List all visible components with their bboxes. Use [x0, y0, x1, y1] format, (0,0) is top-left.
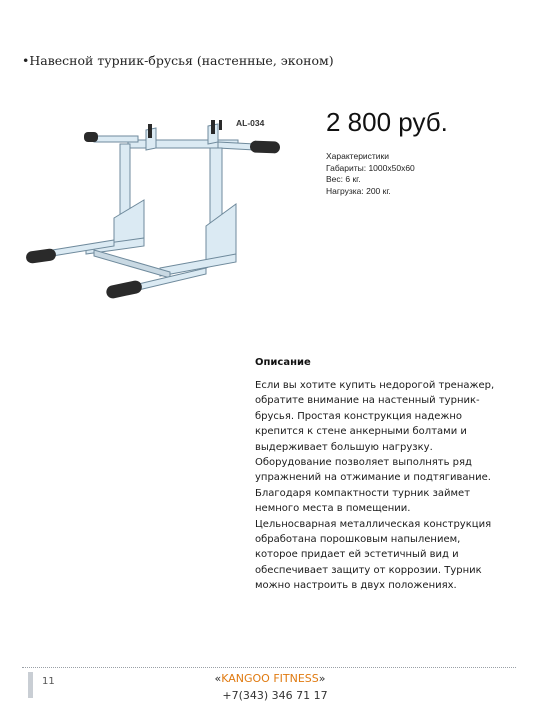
price: 2 800 руб.: [326, 107, 448, 137]
description-line: Если вы хотите купить недорогой тренажер,: [255, 380, 495, 391]
footer-divider: [22, 667, 516, 668]
brand-quote-open: «: [214, 672, 222, 685]
specs-heading: Характеристики: [326, 151, 390, 161]
specs-block: [326, 151, 415, 197]
description-line: немного места в помещении.: [255, 503, 411, 515]
brand-quote-close: »: [318, 672, 326, 685]
description-heading: Описание: [255, 357, 311, 368]
description-line: Цельносварная металлическая конструкция: [255, 518, 492, 530]
description-line: Оборудование позволяет выполнять ряд: [255, 457, 472, 469]
description-line: брусья. Простая конструкция надежно: [255, 410, 463, 422]
footer-marker: [28, 672, 33, 698]
model-code: AL-034: [236, 118, 265, 128]
description-line: Благодаря компактности турник займет: [255, 487, 471, 499]
description-text: [255, 378, 517, 594]
wall-pull-up-dip-bar-image: [10, 108, 280, 313]
description-line: крепится к стене анкерными болтами и: [255, 426, 467, 438]
description-line: можно настроить в двух положениях.: [255, 580, 457, 592]
page-number: 11: [42, 676, 55, 687]
description-line: обработана порошковым напылением,: [255, 534, 461, 546]
page-title: •Навесной турник-брусья (настенные, эконом): [22, 53, 334, 68]
spec-load: Нагрузка: 200 кг.: [326, 185, 391, 196]
brand-footer: [200, 672, 340, 685]
description-line: упражнений на отжимание и подтягивание.: [255, 472, 491, 484]
phone-number: +7(343) 346 71 17: [222, 689, 328, 702]
description-line: которое придает ей эстетичный вид и: [255, 549, 459, 561]
description-line: обеспечивает защиту от коррозии. Турник: [255, 564, 482, 576]
brand-name: KANGOO FITNESS: [221, 672, 319, 685]
description-line: обратите внимание на настенный турник-: [255, 395, 480, 407]
spec-weight: Вес: 6 кг.: [326, 174, 361, 184]
description-line: выдерживает большую нагрузку.: [255, 441, 433, 453]
spec-dimensions: Габариты: 1000х50х60: [326, 162, 415, 173]
